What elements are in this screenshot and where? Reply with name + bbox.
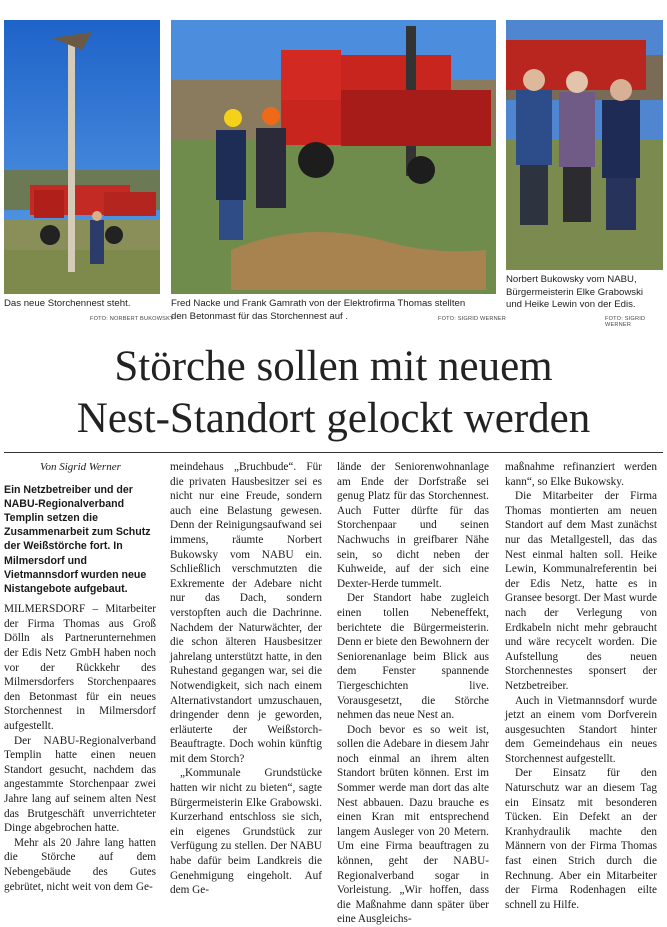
photo3-caption-line3: und Heike Lewin von der Edis.	[506, 299, 636, 310]
article-column-4	[505, 460, 657, 912]
workers-truck-illustration	[171, 20, 496, 294]
photo2-caption-line2: den Betonmast für das Storchennest auf .	[171, 310, 349, 322]
photo-workers-truck	[171, 20, 496, 294]
paragraph: „Kommunale Grundstücke hatten wir nicht zu bieten“, sagte Bürgermeisterin Elke Grabowski. Kurzerhand entschloss sie sich, ein eigenes Grundstück zur Verfügung zu stellen. Der NABU habe dafür beim Landkreis die Genehmigung eingeholt. Auf dem Ge-	[170, 767, 322, 897]
headline-line2: Nest-Standort gelockt werden	[76, 395, 591, 442]
divider	[4, 452, 663, 453]
byline: Von Sigrid Werner	[40, 461, 121, 473]
headline-line1: Störche sollen mit neuem	[114, 343, 553, 390]
photo3-credit: FOTO: SIGRID WERNER	[605, 316, 646, 328]
paragraph: Auch in Vietmannsdorf wurde jetzt an einem vom Dorfverein ausgesuchten Standort hinter dem Gemeindehaus ein neues Storchennest aufgestellt.	[505, 694, 657, 765]
photo-three-people	[506, 20, 663, 270]
photo3-caption	[506, 274, 663, 312]
paragraph: MILMERSDORF – Mitarbeiter der Firma Thomas aus Groß Dölln als Partnerunternehmen der Edis Netz GmbH haben noch vor der Rückkehr des Milmersdorfers Storchenpaares den Betonmast für ein neues Storchennest in Milmersdorf aufgestellt.	[4, 603, 156, 732]
paragraph: Der Einsatz für den Naturschutz war an diesem Tag ein Einsatz mit besonderen Tücken. Ein Defekt an der Kranhydraulik machte den Männern von der Firma Thomas fast einen Strich durch die Rechnung. Aber ein Mitarbeiter der Firma Rodenhagen eilte schnell zu Hilfe.	[505, 767, 657, 911]
article-column-2	[170, 460, 322, 898]
paragraph: Doch bevor es so weit ist, sollen die Adebare in diesem Jahr noch einmal an ihrem alten Standort brüten können. Erst im Sommer werde man dort das alte Nest abbauen. Dazu brauche es einen Kran mit entsprechend langem Ausleger von 20 Metern. Um eine Firma beauftragen zu können, geht der NABU-Regionalverband sogar in Vorleistung. „Wir hoffen, dass die Maßnahme dann später über eine Ausgleichs-	[337, 723, 489, 926]
paragraph: lände der Seniorenwohnanlage am Ende der Dorfstraße sei genug Platz für das Storchennest. Auch Futter dürfte für das Storchenpaar und seinen Nachwuchs in greifbarer Nähe sein, so dicht neben der Kuhweide, auf der sich eine Dexter-Herde tummelt.	[337, 461, 489, 590]
photo1-credit: FOTO: NORBERT BUKOWSKY	[90, 316, 174, 322]
stork-nest-pole-illustration	[4, 20, 160, 294]
photo3-caption-line1: Norbert Bukowsky vom NABU,	[506, 274, 637, 285]
article-column-1	[4, 460, 156, 894]
paragraph: Der Standort habe zugleich einen tollen Nebeneffekt, berichtete die Bürgermeisterin. Denn er biete den Bewohnern der Seniorenanlage beim Blick aus dem Fenster spannende Tiergeschichten live. Vorausgesetzt, die Störche nehmen das neue Nest an.	[337, 592, 489, 722]
photo2-credit: FOTO: SIGRID WERNER	[438, 316, 507, 322]
photo2-caption-line1: Fred Nacke und Frank Gamrath von der Elektrofirma Thomas stellten	[171, 298, 466, 309]
paragraph: Der NABU-Regionalverband Templin hatte einen neuen Standort gesucht, nachdem das angestammte Storchenpaar zwei Jahre lang auf seinem alten Nest das Brutgeschäft unverrichteter Dinge abgebrochen hatte.	[4, 734, 156, 835]
photo-stork-nest	[4, 20, 160, 294]
paragraph: Die Mitarbeiter der Firma Thomas montierten am neuen Standort auf dem Mast zunächst nur das Metallgestell, das das Nest einmal halten soll. Heike Lewin, Kommunalreferentin bei der Edis Netz, hatte es in Gransee besorgt. Der Mast wurde nach der Verlegung von Erdkabeln nicht mehr gebraucht und wäre recycelt worden. Die Aufstellung des neuen Storchennestes sponsert der Netzbetreiber.	[505, 490, 657, 692]
paragraph: meindehaus „Bruchbude“. Für die privaten Hausbesitzer sei es nicht nur eine Freude, sondern auch eine Belastung gewesen. Denn der Reinigungsaufwand sei immens, räumte Norbert Bukowsky vom NABU ein. Schließlich verschmutzten die Exkremente der Adebare nicht nur das Dach, sondern verstopften auch die Dachrinne. Nachdem der Naturwächter, der die schon älteren Hausbesitzer jahrelang unterstützt hatte, in den Ruhestand gegangen war, sei die Notwendigkeit, sich nach einem Alternativstandort umzuschauen, dringender denn je geworden, erläuterte der Weißstorch-Beauftragte. Doch wohin künftig mit dem Storch?	[170, 461, 322, 765]
lead-paragraph: Ein Netzbetreiber und der NABU-Regionalverband Templin setzen die Zusammenarbeit zum Schutz der Weißstörche fort. In Milmersdorf und Vietmannsdorf wurden neue Nistangebote aufgebaut.	[4, 483, 151, 596]
paragraph: maßnahme refinanziert werden kann“, so Elke Bukowsky.	[505, 461, 657, 488]
paragraph: Mehr als 20 Jahre lang hatten die Störche auf dem Nebengebäude des Gutes gebrütet, nicht weit von dem Ge-	[4, 836, 156, 893]
photo1-caption: Das neue Storchennest steht.	[4, 298, 131, 309]
article-column-3	[337, 460, 489, 927]
photo3-caption-line2: Bürgermeisterin Elke Grabowski	[506, 286, 644, 298]
three-people-illustration	[506, 20, 663, 270]
